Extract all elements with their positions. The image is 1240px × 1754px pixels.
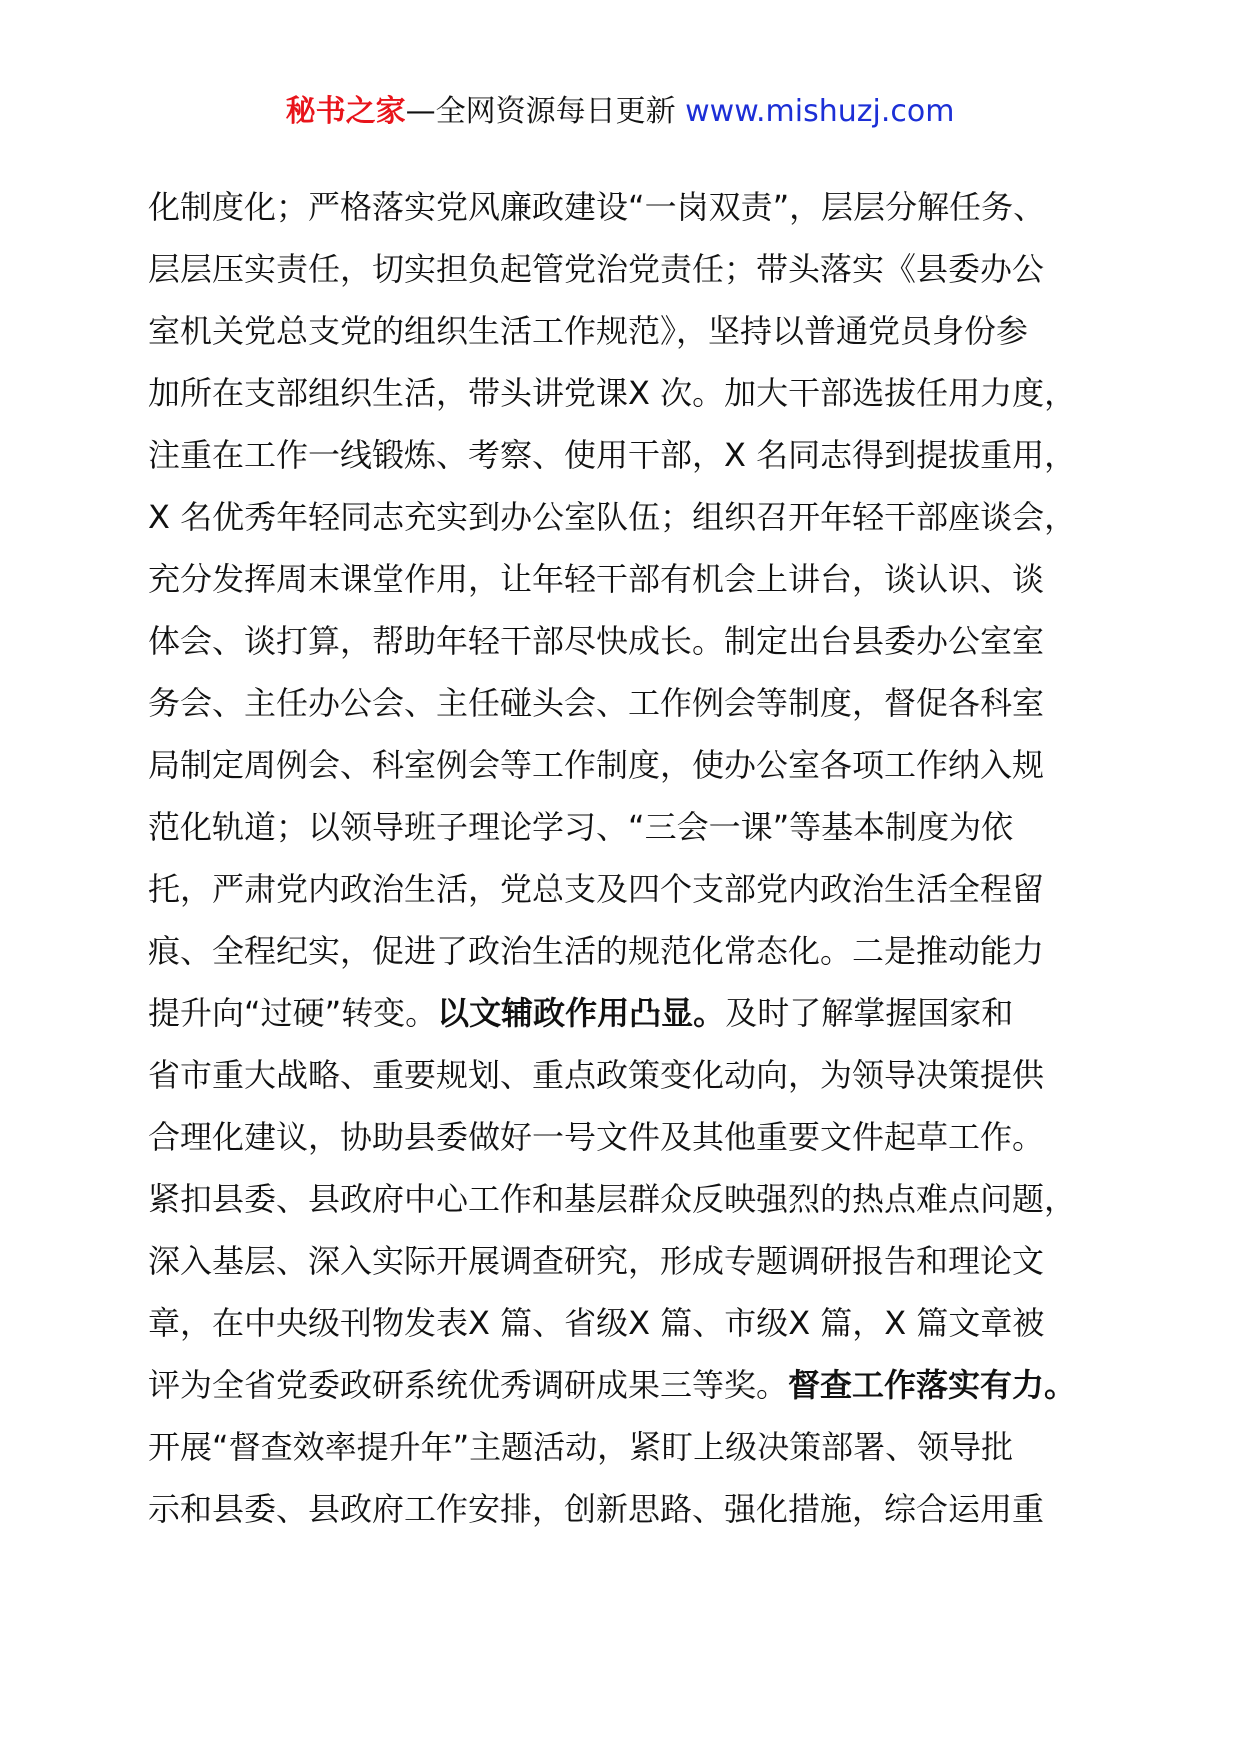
body-line	[148, 1416, 1128, 1478]
body-line	[148, 858, 1128, 920]
body-text-segment: 提升向“过硬”转变。	[148, 994, 438, 1032]
page-header	[0, 92, 1240, 132]
body-text-segment: 室机关党总支党的组织生活工作规范》，坚持以普通党员身份参	[148, 312, 1029, 350]
body-text-segment: 体会、谈打算，帮助年轻干部尽快成长。制定出台县委办公室室	[148, 622, 1045, 660]
body-line	[148, 1044, 1128, 1106]
body-line	[148, 176, 1128, 238]
bold-heading-text: 以文辅政作用凸显。	[437, 994, 726, 1032]
body-line	[148, 238, 1128, 300]
body-line	[148, 1106, 1128, 1168]
body-line	[148, 548, 1128, 610]
body-line	[148, 734, 1128, 796]
body-text-segment: 痕、全程纪实，促进了政治生活的规范化常态化。二是推动能力	[148, 932, 1045, 970]
body-text-segment: 加所在支部组织生活，带头讲党课X 次。加大干部选拔任用力度，	[148, 374, 1077, 412]
body-line	[148, 1478, 1128, 1540]
body-text-segment: 省市重大战略、重要规划、重点政策变化动向，为领导决策提供	[148, 1056, 1045, 1094]
body-text-segment: 及时了解掌握国家和	[725, 994, 1014, 1032]
body-text-segment: 托，严肃党内政治生活，党总支及四个支部党内政治生活全程留	[148, 870, 1045, 908]
site-url-link[interactable]: www.mishuzj.com	[685, 94, 955, 129]
body-line	[148, 796, 1128, 858]
body-line	[148, 1230, 1128, 1292]
body-line	[148, 672, 1128, 734]
body-line	[148, 982, 1128, 1044]
body-line	[148, 486, 1128, 548]
body-text-segment: 局制定周例会、科室例会等工作制度，使办公室各项工作纳入规	[148, 746, 1045, 784]
body-line	[148, 1168, 1128, 1230]
body-text-segment: 开展“督查效率提升年”主题活动，紧盯上级决策部署、领导批	[148, 1428, 1014, 1466]
body-line	[148, 1292, 1128, 1354]
body-text-segment: 示和县委、县政府工作安排，创新思路、强化措施，综合运用重	[148, 1490, 1045, 1528]
body-line	[148, 920, 1128, 982]
body-line	[148, 610, 1128, 672]
body-line	[148, 1354, 1128, 1416]
brand-name: 秘书之家	[285, 94, 406, 129]
body-text-segment: X 名优秀年轻同志充实到办公室队伍；组织召开年轻干部座谈会，	[148, 498, 1077, 536]
body-line	[148, 424, 1128, 486]
body-text-segment: 紧扣县委、县政府中心工作和基层群众反映强烈的热点难点问题，	[148, 1180, 1077, 1218]
body-line	[148, 362, 1128, 424]
body-line	[148, 300, 1128, 362]
body-text-segment: 层层压实责任，切实担负起管党治党责任；带头落实《县委办公	[148, 250, 1045, 288]
body-text-segment: 充分发挥周末课堂作用，让年轻干部有机会上讲台，谈认识、谈	[148, 560, 1045, 598]
body-text-segment: 评为全省党委政研系统优秀调研成果三等奖。	[148, 1366, 789, 1404]
bold-heading-text: 督查工作落实有力。	[788, 1366, 1077, 1404]
body-text-segment: 深入基层、深入实际开展调查研究，形成专题调研报告和理论文	[148, 1242, 1045, 1280]
header-tagline: —全网资源每日更新	[405, 94, 676, 129]
document-body	[148, 176, 1128, 1540]
body-text-segment: 合理化建议，协助县委做好一号文件及其他重要文件起草工作。	[148, 1118, 1045, 1156]
body-text-segment: 范化轨道；以领导班子理论学习、“三会一课”等基本制度为依	[148, 808, 1014, 846]
body-text-segment: 注重在工作一线锻炼、考察、使用干部，X 名同志得到提拔重用，	[148, 436, 1077, 474]
body-text-segment: 化制度化；严格落实党风廉政建设“一岗双责”，层层分解任务、	[148, 188, 1046, 226]
body-text-segment: 章，在中央级刊物发表X 篇、省级X 篇、市级X 篇，X 篇文章被	[148, 1304, 1045, 1342]
body-text-segment: 务会、主任办公会、主任碰头会、工作例会等制度，督促各科室	[148, 684, 1045, 722]
